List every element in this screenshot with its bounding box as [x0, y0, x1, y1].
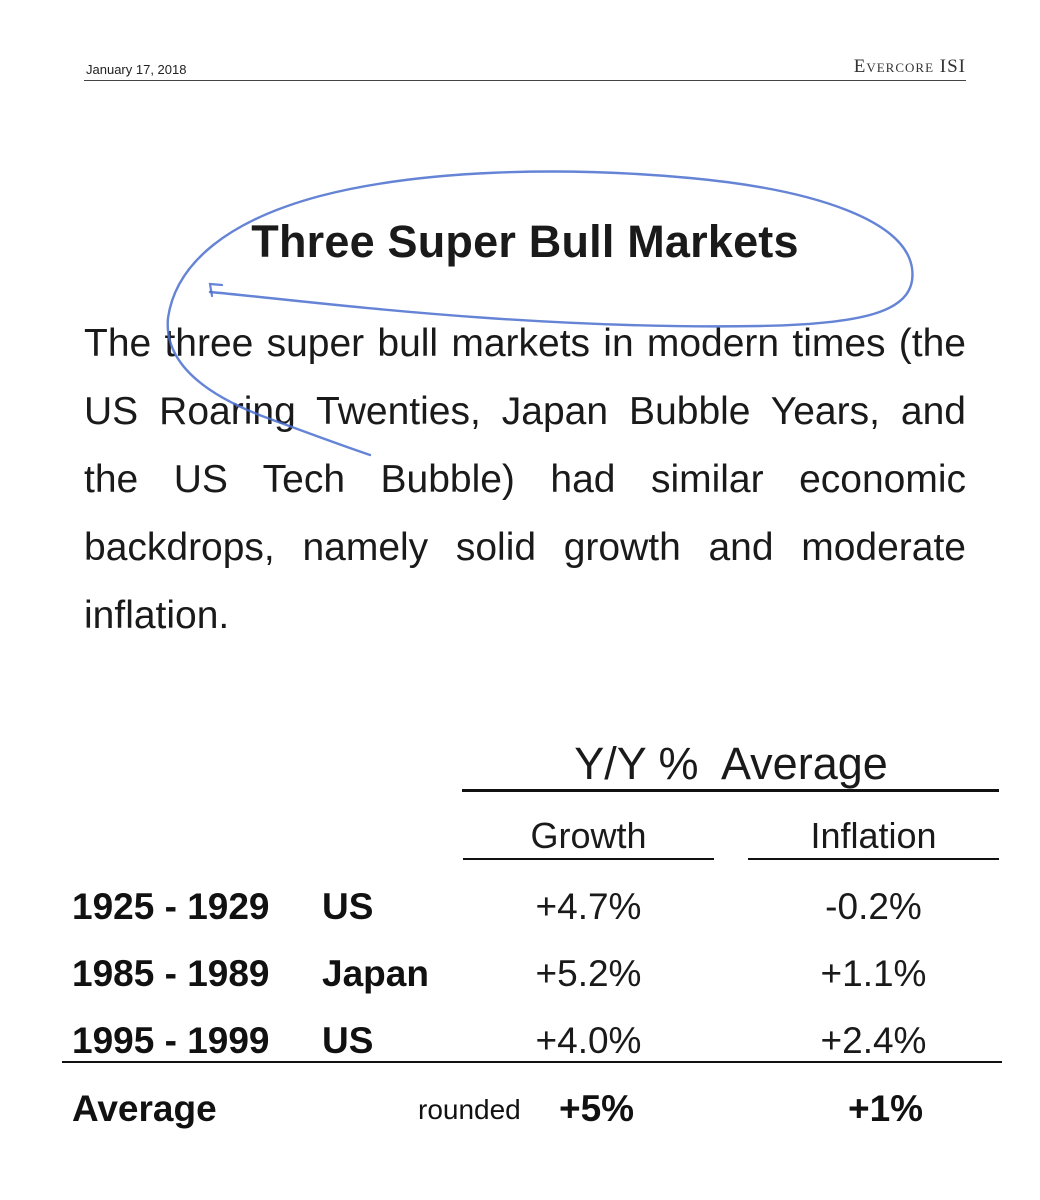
brand-name: Evercore ISI — [853, 56, 966, 77]
table-row-years: 1995 - 1999 — [72, 1020, 270, 1061]
column-header-growth: Growth — [530, 815, 647, 856]
table-cell-inflation: -0.2% — [825, 886, 922, 927]
table-group-heading: Y/Y % Average — [574, 738, 888, 789]
table-row-country: US — [322, 1020, 374, 1061]
average-inflation: +1% — [848, 1088, 924, 1129]
group-heading-underline — [462, 789, 999, 792]
column-header-inflation: Inflation — [810, 815, 937, 856]
table-row-country: Japan — [322, 953, 429, 994]
table-cell-growth: +4.0% — [535, 1020, 642, 1061]
report-date: January 17, 2018 — [86, 62, 187, 77]
table-cell-growth: +5.2% — [535, 953, 642, 994]
header-divider — [84, 80, 966, 81]
average-rounded-note: rounded — [418, 1094, 521, 1125]
table-row-years: 1985 - 1989 — [72, 953, 270, 994]
table-row-country: US — [322, 886, 374, 927]
table-cell-growth: +4.7% — [535, 886, 642, 927]
table-row-years: 1925 - 1929 — [72, 886, 270, 927]
inflation-header-underline — [748, 858, 999, 860]
average-growth: +5% — [559, 1088, 635, 1129]
growth-header-underline — [463, 858, 714, 860]
table-cell-inflation: +2.4% — [820, 1020, 927, 1061]
pen-stroke-tick — [210, 284, 222, 296]
page-title: Three Super Bull Markets — [251, 216, 799, 267]
table-bottom-rule — [62, 1061, 1002, 1063]
body-paragraph: The three super bull markets in modern times (the US Roaring Twenties, Japan Bubble Years, and the US Tech Bubble) had similar economic backdrops, namely solid growth and moderate inflation. — [84, 322, 966, 637]
table-cell-inflation: +1.1% — [820, 953, 927, 994]
average-row-label: Average — [72, 1088, 217, 1129]
